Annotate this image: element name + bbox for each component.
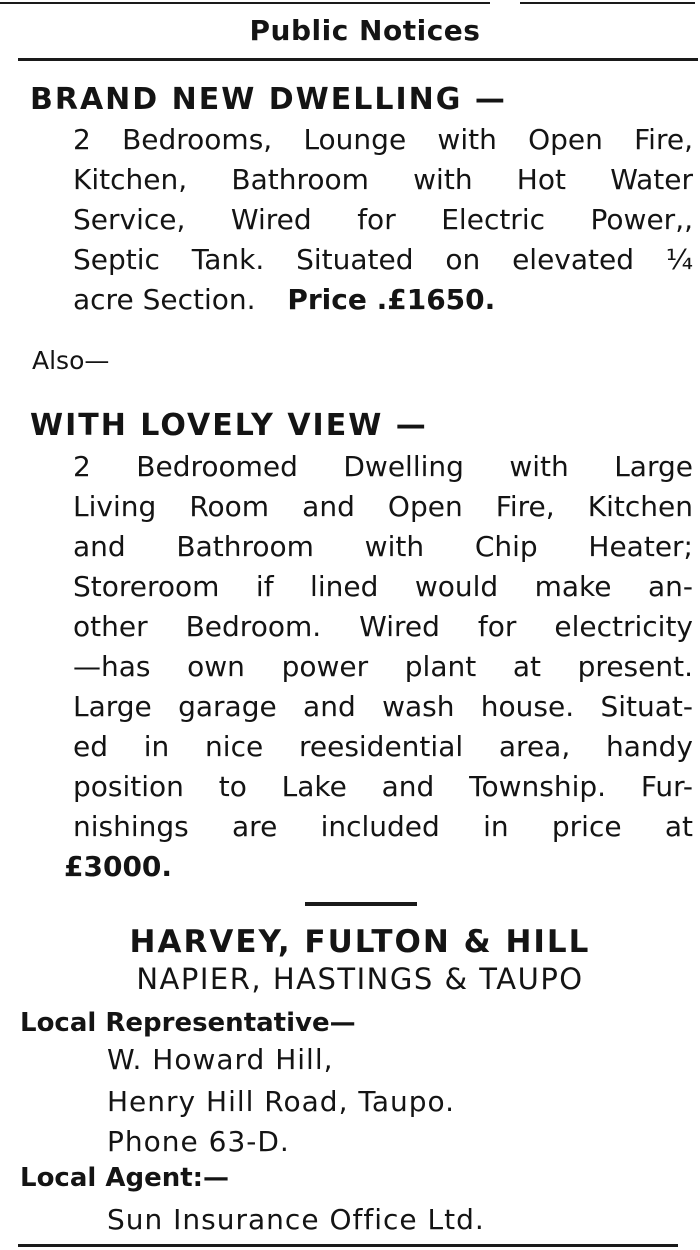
header-divider [18,58,698,61]
top-border-rule [0,2,490,4]
notice-1-heading: BRAND NEW DWELLING — [30,82,507,117]
section-divider [305,902,417,906]
notice-2-line: Storeroom if lined would make an- [73,570,693,603]
local-representative-label: Local Representative— [20,1008,356,1038]
also-text: Also— [32,346,110,375]
notice-1-line: Septic Tank. Situated on elevated ¼ [73,243,693,276]
notice-1-line: Kitchen, Bathroom with Hot Water [73,163,693,196]
notice-2-line: nishings are included in price at [73,810,693,843]
notice-2-line: 2 Bedroomed Dwelling with Large [73,450,693,483]
company-name: HARVEY, FULTON & HILL [129,924,591,960]
notice-1-line: acre Section. [73,283,256,316]
notice-1-price: Price .£1650. [287,283,496,316]
notice-2-line: —has own power plant at present. [73,650,693,683]
notice-2-heading: WITH LOVELY VIEW — [30,408,428,443]
notice-1-last-line [73,280,693,320]
notice-2-line: position to Lake and Township. Fur- [73,770,693,803]
local-agent-label: Local Agent:— [20,1163,230,1193]
representative-phone: Phone 63-D. [107,1125,290,1158]
notice-2-line: Large garage and wash house. Situat- [73,690,693,723]
notice-2-line: other Bedroom. Wired for electricity [73,610,693,643]
representative-address: Henry Hill Road, Taupo. [107,1085,456,1118]
representative-name: W. Howard Hill, [107,1043,334,1076]
notice-2-price: £3000. [64,850,173,883]
company-towns: NAPIER, HASTINGS & TAUPO [136,962,584,996]
notice-2-line: and Bathroom with Chip Heater; [73,530,693,563]
section-title: Public Notices [249,14,481,47]
agent-name: Sun Insurance Office Ltd. [107,1203,485,1236]
bottom-border-rule [18,1244,678,1247]
top-border-rule-right [520,2,695,4]
notice-1-line: 2 Bedrooms, Lounge with Open Fire, [73,123,693,156]
notice-2-line: ed in nice reesidential area, handy [73,730,693,763]
notice-2-line: Living Room and Open Fire, Kitchen [73,490,693,523]
notice-1-line: Service, Wired for Electric Power,, [73,203,693,236]
